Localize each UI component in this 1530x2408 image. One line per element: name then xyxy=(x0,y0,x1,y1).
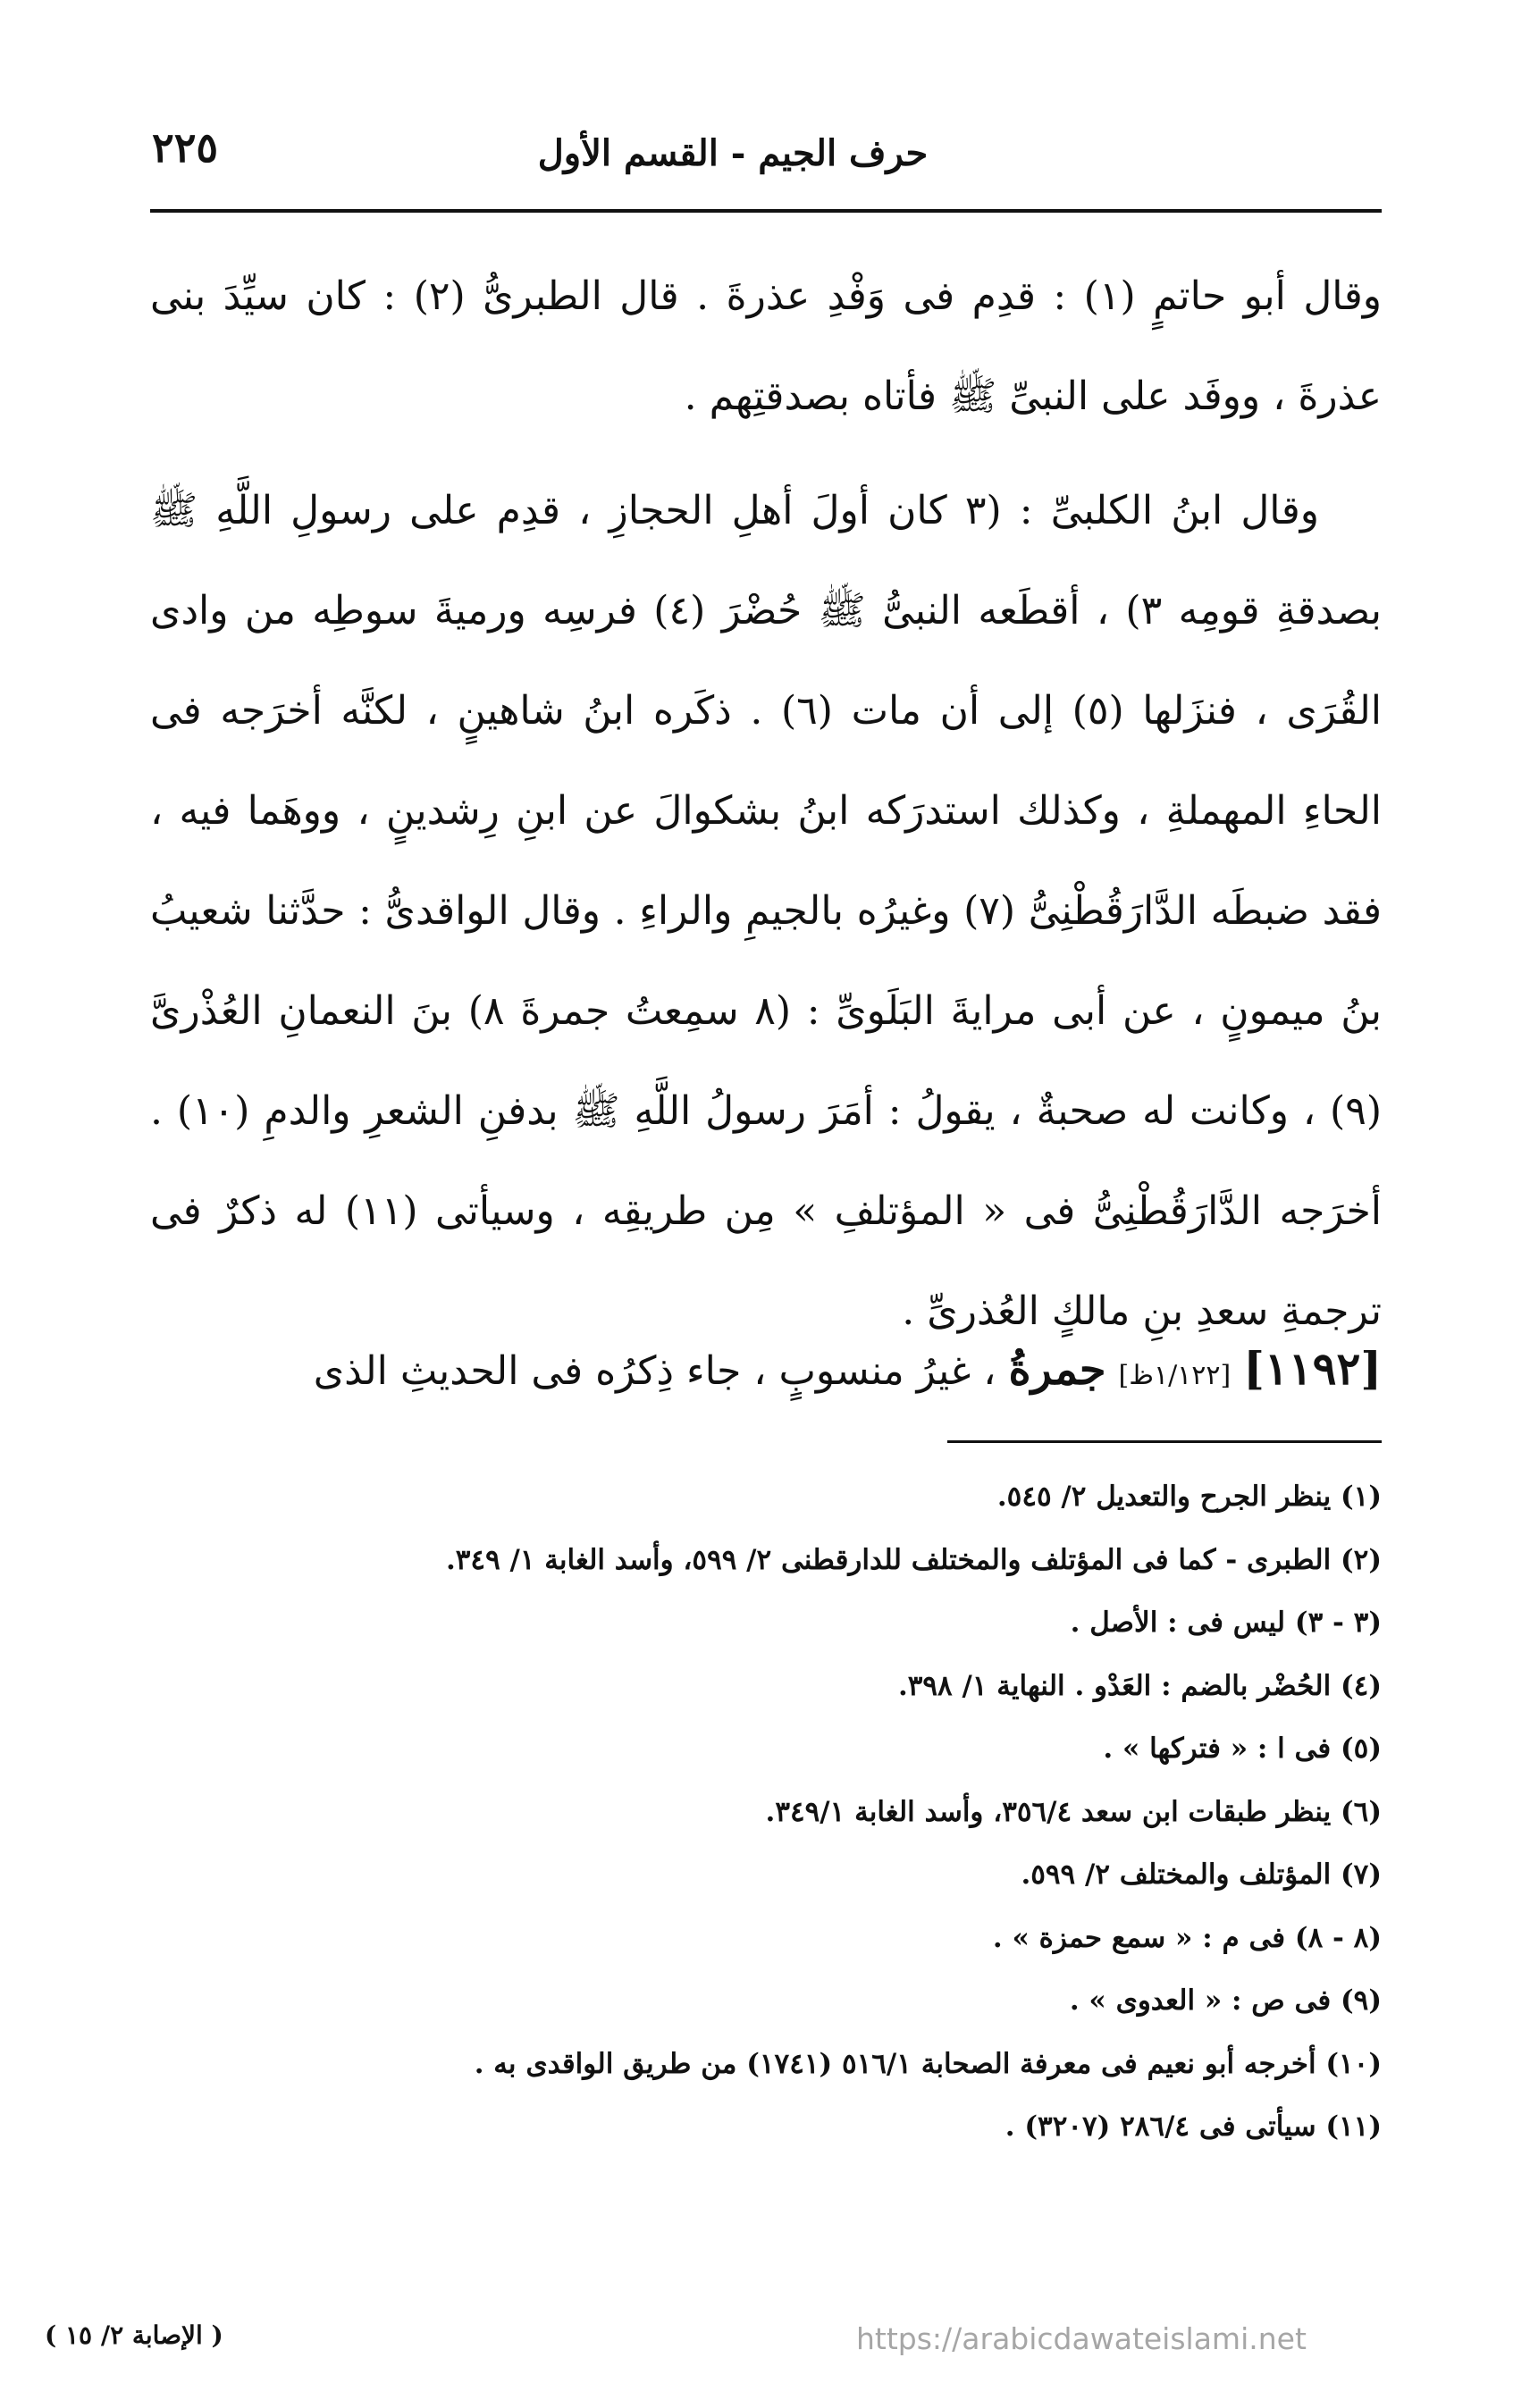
footnote-item: (١) ينظر الجرح والتعديل ٢/ ٥٤٥. xyxy=(996,1481,1382,1513)
footnote-item: (٢) الطبرى - كما فى المؤتلف والمختلف للدارقطنى ٢/ ٥٩٩، وأسد الغابة ١/ ٣٤٩. xyxy=(445,1543,1382,1576)
footnote-item: (٥) فى ا : « فتركها » . xyxy=(1103,1733,1382,1765)
footnote-item: (٦) ينظر طبقات ابن سعد ٣٥٦/٤، وأسد الغابة ٣٤٩/١. xyxy=(765,1795,1382,1828)
entry-text: ، غيرُ منسوبٍ ، جاء ذِكرُه فى الحديثِ الذى xyxy=(313,1348,996,1394)
footnote-item: (١١) سيأتى فى ٢٨٦/٤ (٣٢٠٧) . xyxy=(1005,2110,1382,2143)
footnote-item: (٤) الحُضْر بالضم : العَدْو . النهاية ١/ ٣٩٨. xyxy=(897,1669,1382,1702)
entry-name: جمرةُ xyxy=(1008,1345,1106,1395)
watermark-url: https://arabicdawateislami.net xyxy=(856,2321,1307,2356)
entry-folio-reference: [١/١٢٢ظ] xyxy=(1118,1360,1232,1391)
footnote-item: (٩) فى ص : « العدوى » . xyxy=(1069,1984,1382,2017)
footnotes-list xyxy=(150,1465,1382,2159)
footnote-item: (٣ - ٣) ليس فى : الأصل . xyxy=(1070,1607,1382,1639)
running-title: حرف الجيم - القسم الأول xyxy=(537,132,929,174)
page-number: ٢٢٥ xyxy=(152,123,219,172)
header-rule xyxy=(150,209,1382,213)
footnote-item: (١٠) أخرجه أبو نعيم فى معرفة الصحابة ٥١٦/١ (١٧٤١) من طريق الواقدى به . xyxy=(474,2047,1382,2080)
paragraph-2: وقال ابنُ الكلبىِّ : (٣ كان أولَ أهلِ الحجازِ ، قدِم على رسولِ اللَّهِ ﷺ بصدقةِ قومِه ٣) ، أقطَعه النبىُّ ﷺ حُضْرَ (٤) فرسِه ورميةَ سوطِه من وادى القُرَى ، فنزَلها (٥) إلى أن مات (٦) . ذكَره ابنُ شاهينٍ ، لكنَّه أخرَجه فى الحاءِ المهملةِ ، وكذلك استدرَكه ابنُ بشكوالَ عن ابنِ رِشدينٍ ، ووهَما فيه ، فقد ضبطَه الدَّارَقُطْنِىُّ (٧) وغيرُه بالجيمِ والراءِ . وقال الواقدىُّ : حدَّثنا شعيبُ بنُ ميمونٍ ، عن أبى مرايةَ البَلَوىِّ : (٨ سمِعتُ جمرةَ ٨) بنَ النعمانِ العُذْرىَّ (٩) ، وكانت له صحبةٌ ، يقولُ : أمَرَ رسولُ اللَّهِ ﷺ بدفنِ الشعرِ والدمِ (١٠) . أخرَجه الدَّارَقُطْنِىُّ فى « المؤتلفِ » مِن طريقِه ، وسيأتى (١١) له ذكرٌ فى ترجمةِ سعدِ بنِ مالكٍ العُذرىِّ . xyxy=(150,488,1383,1334)
paragraph-1: وقال أبو حاتمٍ (١) : قدِم فى وَفْدِ عذرةَ . قال الطبرىُّ (٢) : كان سيِّدَ بنى عذرةَ ، ووفَد على النبىِّ ﷺ فأتاه بصدقتِهم . xyxy=(150,273,1382,419)
printer-signature: ( الإصابة ٢/ ١٥ ) xyxy=(45,2320,223,2350)
main-text-block xyxy=(150,247,1382,1362)
entry-heading xyxy=(150,1319,1382,1426)
entry-number: [١١٩٢] xyxy=(1243,1342,1382,1395)
footnote-item: (٧) المؤتلف والمختلف ٢/ ٥٩٩. xyxy=(1021,1858,1382,1891)
footnote-item: (٨ - ٨) فى م : « سمع حمزة » . xyxy=(992,1921,1382,1954)
footnote-separator xyxy=(947,1440,1382,1443)
